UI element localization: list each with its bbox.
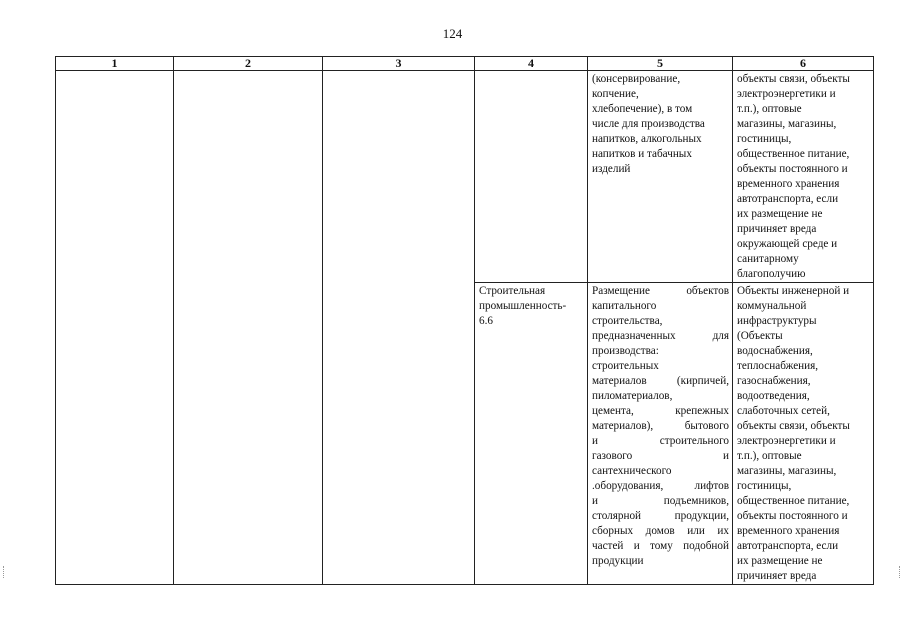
- text-line: водоснабжения,: [737, 345, 813, 357]
- cell-col-1: [56, 283, 174, 585]
- row-b-col5-text: [592, 284, 729, 569]
- header-col-3: 3: [323, 57, 475, 71]
- text-line: гостиницы,: [737, 480, 792, 492]
- header-col-1: 1: [56, 57, 174, 71]
- text-line: теплоснабжения,: [737, 360, 819, 372]
- table-row: [56, 71, 874, 283]
- text-line: строительства,: [592, 315, 663, 327]
- text-line: пиломатериалов,: [592, 390, 673, 402]
- text-line: Размещение объектов: [592, 285, 729, 297]
- text-line: (консервирование,: [592, 73, 681, 85]
- text-line: объекты связи, объекты: [737, 73, 850, 85]
- text-line: Объекты инженерной и: [737, 285, 850, 297]
- text-line: магазины, магазины,: [737, 118, 837, 130]
- text-line: электроэнергетики и: [737, 435, 836, 447]
- text-line: автотранспорта, если: [737, 540, 839, 552]
- text-line: благополучию: [737, 268, 806, 280]
- text-line: Строительная: [479, 285, 546, 297]
- text-line: хлебопечение), в том: [592, 103, 693, 115]
- text-line: магазины, магазины,: [737, 465, 837, 477]
- text-line: их размещение не: [737, 555, 823, 567]
- text-line: предназначенных для: [592, 330, 729, 342]
- text-line: временного хранения: [737, 525, 840, 537]
- text-line: (Объекты: [737, 330, 783, 342]
- header-col-4: 4: [475, 57, 588, 71]
- text-line: объекты постоянного и: [737, 510, 848, 522]
- land-use-table: [55, 56, 874, 585]
- row-a-col5-text: [592, 72, 729, 177]
- text-line: столярной продукции,: [592, 510, 729, 522]
- cell-col-4: [475, 71, 588, 283]
- cell-col-5: [588, 283, 733, 585]
- text-line: материалов), бытового: [592, 420, 729, 432]
- cell-col-3: [323, 283, 475, 585]
- text-line: изделий: [592, 163, 631, 175]
- text-line: объекты постоянного и: [737, 163, 848, 175]
- text-line: инфраструктуры: [737, 315, 817, 327]
- cell-col-2: [174, 71, 323, 283]
- cell-col-2: [174, 283, 323, 585]
- text-line: и подъемников,: [592, 495, 729, 507]
- header-col-5: 5: [588, 57, 733, 71]
- text-line: причиняет вреда: [737, 223, 817, 235]
- header-col-2: 2: [174, 57, 323, 71]
- text-line: окружающей среде и: [737, 238, 838, 250]
- header-col-6: 6: [733, 57, 874, 71]
- text-line: сборных домов или их: [592, 525, 729, 537]
- text-line: т.п.), оптовые: [737, 103, 802, 115]
- cell-col-5: [588, 71, 733, 283]
- row-b-col6-text: [737, 284, 870, 584]
- text-line: копчение,: [592, 88, 639, 100]
- table-row: [56, 283, 874, 585]
- text-line: газоснабжения,: [737, 375, 811, 387]
- page-number: 124: [442, 26, 463, 41]
- scan-edge-mark-left: [3, 566, 7, 578]
- text-line: материалов (кирпичей,: [592, 375, 729, 387]
- text-line: строительных: [592, 360, 659, 372]
- text-line: электроэнергетики и: [737, 88, 836, 100]
- text-line: напитков и табачных: [592, 148, 692, 160]
- text-line: 6.6: [479, 315, 493, 327]
- text-line: промышленность-: [479, 300, 567, 312]
- text-line: производства:: [592, 345, 659, 357]
- text-line: гостиницы,: [737, 133, 792, 145]
- text-line: общественное питание,: [737, 495, 850, 507]
- text-line: и строительного: [592, 435, 729, 447]
- text-line: цемента, крепежных: [592, 405, 729, 417]
- text-line: автотранспорта, если: [737, 193, 839, 205]
- header-row: [56, 57, 874, 71]
- text-line: их размещение не: [737, 208, 823, 220]
- text-line: капитального: [592, 300, 657, 312]
- row-a-col6-text: [737, 72, 870, 282]
- text-line: объекты связи, объекты: [737, 420, 850, 432]
- row-b-col4-text: [479, 284, 584, 329]
- text-line: .оборудования, лифтов: [592, 480, 729, 492]
- text-line: напитков, алкогольных: [592, 133, 702, 145]
- text-line: причиняет вреда: [737, 570, 817, 582]
- text-line: слаботочных сетей,: [737, 405, 830, 417]
- cell-col-4: [475, 283, 588, 585]
- scan-edge-mark-right: [899, 566, 903, 578]
- text-line: продукции: [592, 555, 644, 567]
- text-line: временного хранения: [737, 178, 840, 190]
- cell-col-1: [56, 71, 174, 283]
- text-line: частей и тому подобной: [592, 540, 729, 552]
- text-line: общественное питание,: [737, 148, 850, 160]
- text-line: сантехнического: [592, 465, 672, 477]
- text-line: числе для производства: [592, 118, 705, 130]
- cell-col-6: [733, 71, 874, 283]
- cell-col-6: [733, 283, 874, 585]
- text-line: т.п.), оптовые: [737, 450, 802, 462]
- text-line: водоотведения,: [737, 390, 810, 402]
- text-line: газового и: [592, 450, 729, 462]
- text-line: коммунальной: [737, 300, 807, 312]
- cell-col-3: [323, 71, 475, 283]
- text-line: санитарному: [737, 253, 799, 265]
